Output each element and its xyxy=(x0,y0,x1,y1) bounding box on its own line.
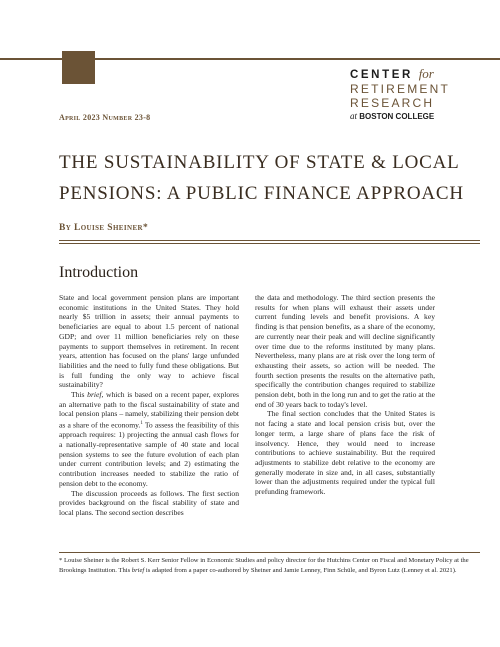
author-footnote xyxy=(59,556,479,575)
footnote-post: is adapted from a paper co-authored by Sheiner and Jamie Lenney, Finn Schüle, and Byron Lutz (Lenney et al. 2021). xyxy=(144,566,457,574)
crr-logo xyxy=(350,67,465,123)
logo-center: CENTER xyxy=(350,69,413,81)
logo-retirement: RETIREMENT xyxy=(350,82,450,96)
footnote-em: brief xyxy=(131,566,145,574)
footnote-pre: * Louise Sheiner is the Robert S. Kerr Senior Fellow in Economic Studies and policy director for the Hutchins Center on Fiscal and Monetary Policy at the Brookings Institution. This xyxy=(59,557,469,574)
logo-at: at xyxy=(350,111,358,121)
logo-research: RESEARCH xyxy=(350,96,435,110)
p2-em: brief xyxy=(87,390,102,400)
byline-author: By Louise Sheiner xyxy=(59,223,143,233)
body-column-left xyxy=(59,293,239,518)
left-paragraph-2 xyxy=(59,390,239,489)
p2-post: To assess the feasibility of this approach requires: 1) projecting the annual cash flows for a nationally-representative sample of 40 state and local pension systems to see the future evolution of each plan under current contribution levels; and 2) estimating the contribution increases needed to stabilize the ratio of pension debt to the economy. xyxy=(59,420,239,488)
footnote-rule xyxy=(59,552,480,553)
p2-pre: This xyxy=(71,390,88,400)
left-paragraph-3: The discussion proceeds as follows. The first section provides background on the fiscal stability of state and local plans. The second section describes xyxy=(59,488,239,517)
title-line-1: THE SUSTAINABILITY OF STATE & LOCAL xyxy=(59,152,460,173)
issue-line: April 2023 Number 23-8 xyxy=(59,113,151,122)
byline xyxy=(59,223,148,233)
header-rule-right xyxy=(95,58,500,60)
body-column-right xyxy=(255,293,435,497)
left-paragraph-1: State and local government pension plans are important economic institutions in the United States. They hold nearly $5 trillion in assets; their annual payments to beneficiaries are equal to about 1.5 percent of national GDP; and over 11 million beneficiaries rely on these payments to support themselves in retirement. In recent years, attention has focused on the plans' large unfunded liabilities and the need to fully fund these obligations. But is full funding the only way to achieve fiscal sustainability? xyxy=(59,293,239,390)
header-rule-left xyxy=(0,58,62,60)
logo-college-line xyxy=(350,110,465,123)
section-heading: Introduction xyxy=(59,264,139,281)
right-paragraph-1: the data and methodology. The third section presents the results for when plans will exhaust their assets under current funding levels and benefit provisions. A key finding is that pension benefits, as a share of the economy, are currently near their peak and will decline significantly over time due to the reforms instituted by many plans. Nevertheless, many plans are at risk over the long term of exhausting their assets, so action will be needed. The fourth section presents the results on the alternative path, specifically the contribution changes required to stabilize pension debt, both in the long run and to get the ratio at the end of 30 years back to today's level. xyxy=(255,293,435,409)
footnote-ref: 1 xyxy=(140,421,143,427)
byline-rule-top xyxy=(59,240,480,241)
page-title xyxy=(59,147,479,209)
byline-footnote-mark: * xyxy=(142,223,149,233)
header-block xyxy=(62,51,95,84)
logo-center-line xyxy=(350,67,465,82)
right-paragraph-2: The final section concludes that the United States is not facing a state and local pension crisis but, over the longer term, a large share of plans face the risk of insolvency. Hence, they would need to increase contributions to achieve sustainability. But the required adjustments to stabilize debt relative to the economy are generally moderate in size and, in all cases, substantially lower than the adjustments required under the typical full prefunding framework. xyxy=(255,409,435,497)
title-line-2: PENSIONS: A PUBLIC FINANCE APPROACH xyxy=(59,183,464,204)
byline-rule-bottom xyxy=(59,243,480,244)
logo-college: BOSTON COLLEGE xyxy=(359,112,435,121)
p2-mid: , which is based on a recent paper, explores an alternative path to the fiscal sustainability of state and local pension plans – namely, stabilizing their pension debt as a share of the economy. xyxy=(59,390,239,430)
logo-for: for xyxy=(418,66,434,81)
